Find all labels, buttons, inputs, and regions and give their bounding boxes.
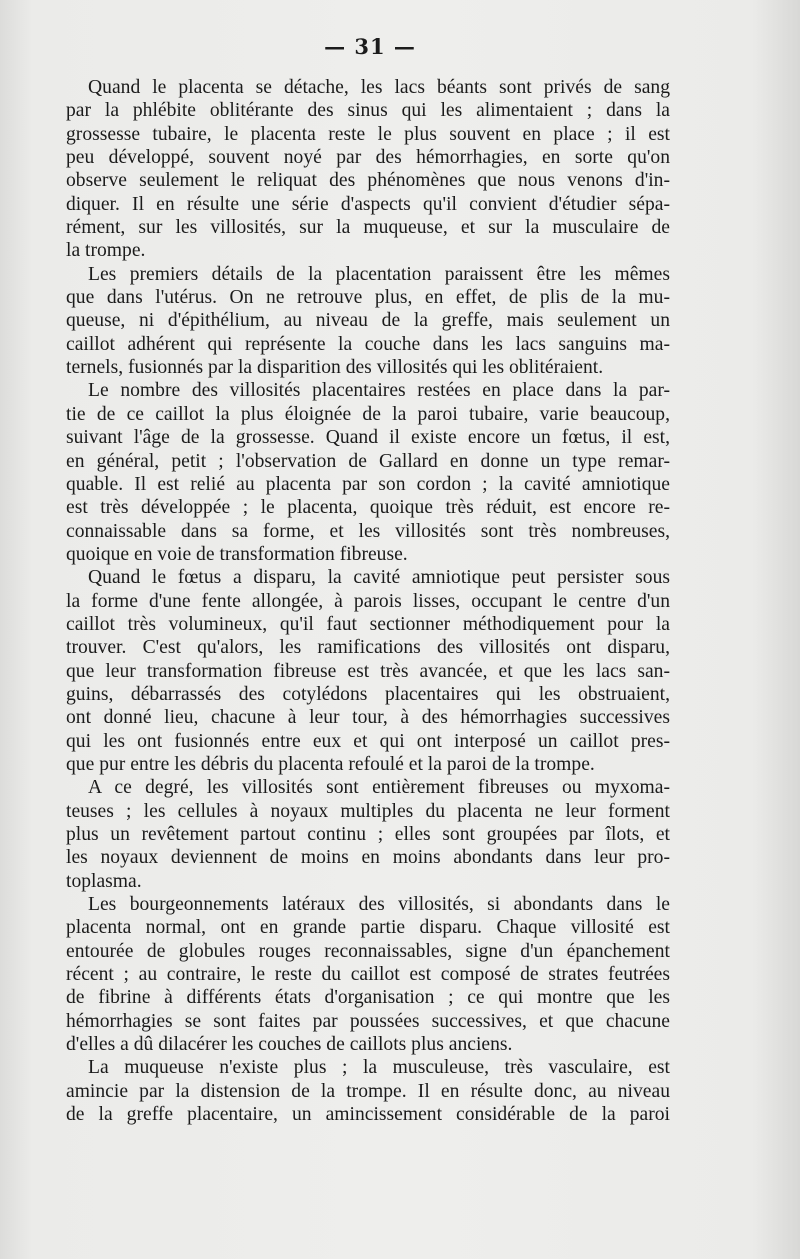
text-line: grossesse tubaire, le placenta reste le plus souvent en place ; il est [66, 123, 670, 145]
text-line: quoique en voie de transformation fibreuse. [66, 543, 408, 565]
text-line: Le nombre des villosités placentaires restées en place dans la par- [88, 380, 670, 402]
text-line: que leur transformation fibreuse est très avancée, et que les lacs san- [66, 660, 670, 682]
text-line: Les premiers détails de la placentation paraissent être les mêmes [88, 263, 670, 285]
text-line: récent ; au contraire, le reste du caillot est composé de strates feutrées [66, 964, 670, 986]
text-line: amincie par la distension de la trompe. Il en résulte donc, au niveau [66, 1080, 670, 1102]
text-line: Quand le fœtus a disparu, la cavité amniotique peut persister sous [88, 567, 670, 589]
text-line: que pur entre les débris du placenta refoulé et la paroi de la trompe. [66, 753, 595, 775]
text-line: suivant l'âge de la grossesse. Quand il existe encore un fœtus, il est, [66, 427, 670, 449]
text-line: les noyaux deviennent de moins en moins abondants dans leur pro- [66, 847, 670, 869]
text-line: est très développée ; le placenta, quoique très réduit, est encore re- [66, 497, 670, 519]
text-line: connaissable dans sa forme, et les villosités sont très nombreuses, [66, 520, 670, 542]
text-line: peu développé, souvent noyé par des hémorrhagies, en sorte qu'on [66, 147, 670, 169]
text-line: quable. Il est relié au placenta par son cordon ; la cavité amniotique [66, 473, 670, 495]
text-line: rément, sur les villosités, sur la muqueuse, et sur la musculaire de [66, 217, 670, 239]
text-line: queuse, ni d'épithélium, au niveau de la greffe, mais seulement un [66, 310, 670, 332]
text-line: entourée de globules rouges reconnaissables, signe d'un épanchement [66, 940, 670, 962]
text-line: hémorrhagies se sont faites par poussées successives, et que chacune [66, 1010, 670, 1032]
text-line: teuses ; les cellules à noyaux multiples du placenta ne leur forment [66, 800, 670, 822]
text-line: observe seulement le reliquat des phénomènes que nous venons d'in- [66, 170, 670, 192]
text-line: toplasma. [66, 870, 142, 892]
text-line: que dans l'utérus. On ne retrouve plus, en effet, de plis de la mu- [66, 287, 670, 309]
text-line: La muqueuse n'existe plus ; la musculeuse, très vasculaire, est [88, 1057, 670, 1079]
text-line: de fibrine à différents états d'organisation ; ce qui montre que les [66, 987, 670, 1009]
text-line: placenta normal, ont en grande partie disparu. Chaque villosité est [66, 917, 670, 939]
text-line: Les bourgeonnements latéraux des villosités, si abondants dans le [88, 894, 670, 916]
text-line: Quand le placenta se détache, les lacs béants sont privés de sang [88, 77, 670, 98]
body-text [66, 76, 670, 1126]
page-number: — 31 — [324, 34, 416, 59]
text-line: la forme d'une fente allongée, à parois lisses, occupant le centre d'un [66, 590, 670, 612]
text-line: plus un revêtement partout continu ; elles sont groupées par îlots, et [66, 824, 670, 845]
text-line: d'elles a dû dilacérer les couches de caillots plus anciens. [66, 1034, 513, 1056]
text-line: caillot très volumineux, qu'il faut sectionner méthodiquement pour la [66, 613, 670, 635]
text-line: ont donné lieu, chacune à leur tour, à des hémorrhagies successives [66, 707, 670, 729]
text-line: guins, débarrassés des cotylédons placentaires qui les obstruaient, [66, 683, 670, 705]
text-line: la trompe. [66, 240, 146, 262]
text-line: en général, petit ; l'observation de Gallard en donne un type remar- [66, 450, 670, 472]
text-line: trouver. C'est qu'alors, les ramifications des villosités ont disparu, [66, 637, 670, 659]
text-line: ternels, fusionnés par la disparition des villosités qui les oblitéraient. [66, 357, 604, 379]
text-line: A ce degré, les villosités sont entièrement fibreuses ou myxoma- [88, 777, 670, 799]
text-line: tie de ce caillot la plus éloignée de la paroi tubaire, varie beaucoup, [66, 403, 670, 425]
text-line: diquer. Il en résulte une série d'aspects qu'il convient d'étudier sépa- [66, 193, 670, 215]
text-line: qui les ont fusionnés entre eux et qui ont interposé un caillot pres- [66, 730, 670, 752]
text-line: par la phlébite oblitérante des sinus qui les alimentaient ; dans la [66, 100, 670, 122]
text-line: caillot adhérent qui représente la couche dans les lacs sanguins ma- [66, 333, 670, 355]
text-line: de la greffe placentaire, un amincissement considérable de la paroi [66, 1104, 670, 1126]
